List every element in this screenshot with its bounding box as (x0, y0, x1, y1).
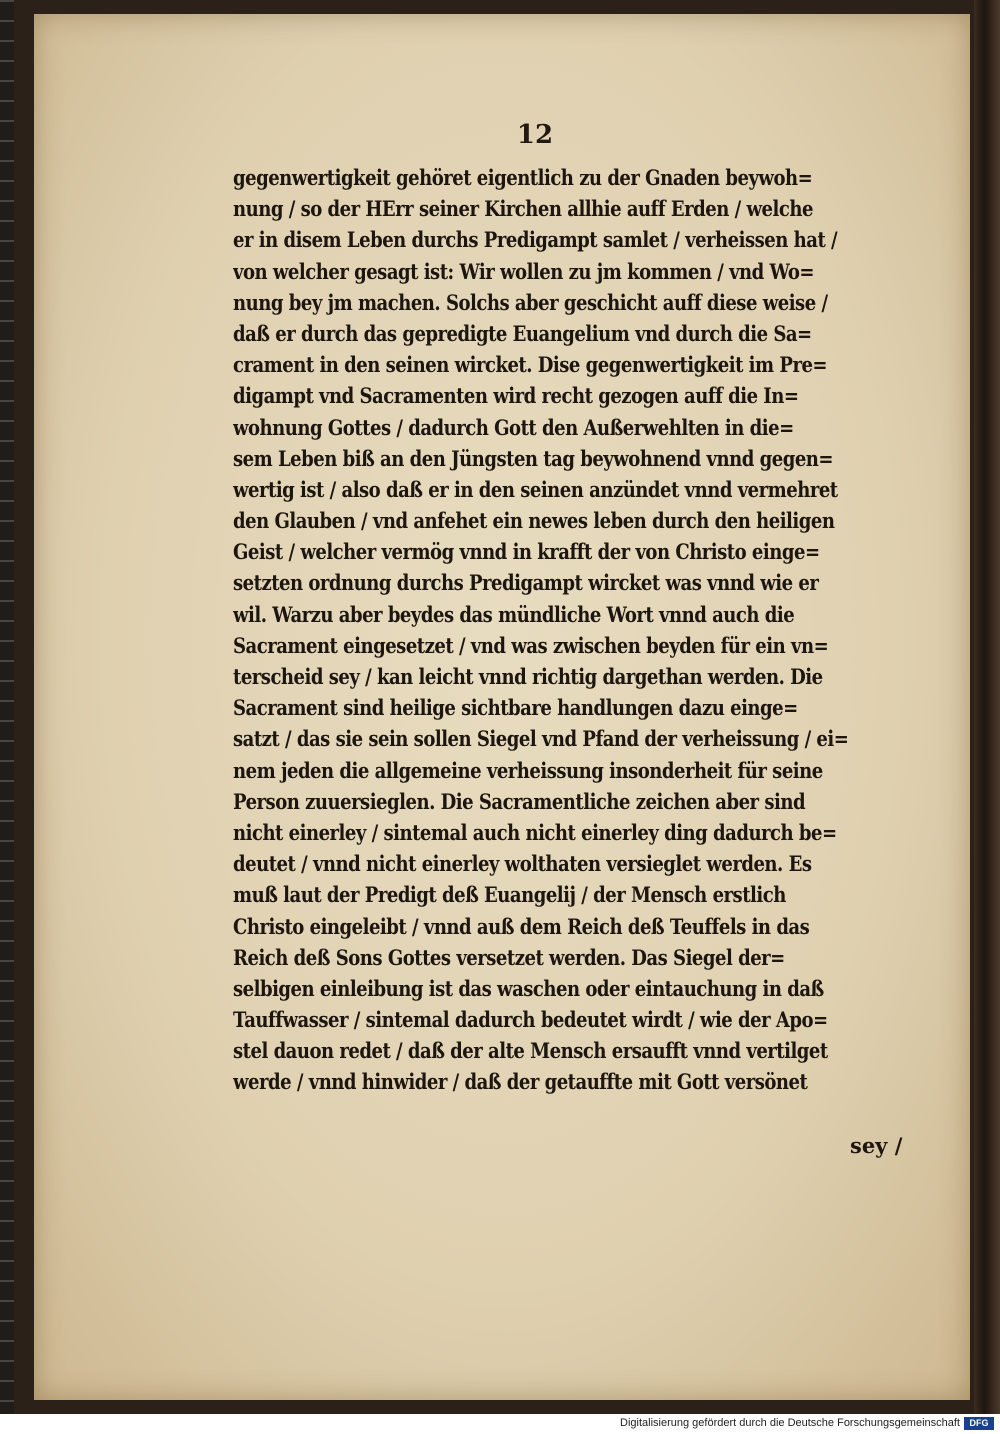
text-line: Reich deß Sons Gottes versetzet werden. Das Siegel der= (233, 944, 785, 970)
body-text (233, 162, 893, 1098)
text-line: Sacrament sind heilige sichtbare handlungen dazu einge= (233, 695, 798, 721)
text-line: den Glauben / vnd anfehet ein newes leben durch den heiligen (233, 508, 835, 534)
text-line: digampt vnd Sacramenten wird recht gezogen auff die In= (233, 383, 799, 409)
text-line: von welcher gesagt ist: Wir wollen zu jm kommen / vnd Wo= (233, 258, 814, 284)
text-line: nicht einerley / sintemal auch nicht einerley ding dadurch be= (233, 819, 837, 845)
funding-credit: Digitalisierung gefördert durch die Deutsche Forschungsgemeinschaft (620, 1417, 960, 1429)
text-line: Person zuuersieglen. Die Sacramentliche zeichen aber sind (233, 788, 806, 814)
book-cover-edge (974, 0, 1000, 1414)
text-line: nung bey jm machen. Solchs aber geschicht auff diese weise / (233, 289, 828, 315)
text-line: sem Leben biß an den Jüngsten tag beywohnend vnnd gegen= (233, 445, 834, 471)
text-line: gegenwertigkeit gehöret eigentlich zu der Gnaden beywoh= (233, 165, 813, 190)
text-line: wohnung Gottes / dadurch Gott den Außerwehlten in die= (233, 414, 794, 440)
catchword: sey / (850, 1133, 903, 1158)
text-line: muß laut der Predigt deß Euangelij / der Mensch erstlich (233, 882, 786, 908)
text-line: Sacrament eingesetzet / vnd was zwischen beyden für ein vn= (233, 632, 829, 658)
text-line: crament in den seinen wircket. Dise gegenwertigkeit im Pre= (233, 352, 828, 378)
text-line: Christo eingeleibt / vnnd auß dem Reich deß Teuffels in das (233, 913, 810, 939)
text-line: daß er durch das gepredigte Euangelium vnd durch die Sa= (233, 320, 812, 346)
text-line: wil. Warzu aber beydes das mündliche Wort vnnd auch die (233, 601, 795, 627)
page-number: 12 (516, 120, 554, 150)
text-line: nung / so der HErr seiner Kirchen allhie auff Erden / welche (233, 196, 813, 222)
text-line: Tauffwasser / sintemal dadurch bedeutet wirdt / wie der Apo= (233, 1007, 828, 1033)
text-line: satzt / das sie sein sollen Siegel vnd Pfand der verheissung / ei= (233, 726, 849, 752)
text-line: nem jeden die allgemeine verheissung insonderheit für seine (233, 757, 823, 783)
text-line: selbigen einleibung ist das waschen oder eintauchung in daß (233, 975, 824, 1001)
text-line: terscheid sey / kan leicht vnnd richtig dargethan werden. Die (233, 664, 823, 689)
text-line: stel dauon redet / daß der alte Mensch ersaufft vnnd vertilget (233, 1038, 828, 1064)
text-line: wertig ist / also daß er in den seinen anzündet vnnd vermehret (233, 476, 838, 502)
text-line: werde / vnnd hinwider / daß der getauffte mit Gott versönet (233, 1069, 808, 1095)
text-line: deutet / vnnd nicht einerley wolthaten versieglet werden. Es (233, 851, 812, 877)
scan-ruler (0, 0, 14, 1414)
dfg-logo-icon: DFG (964, 1417, 994, 1430)
text-line: setzten ordnung durchs Predigampt wircket was vnnd wie er (233, 570, 819, 596)
text-line: er in disem Leben durchs Predigampt samlet / verheissen hat / (233, 227, 838, 253)
footer-bar (0, 1414, 1000, 1434)
text-line: Geist / welcher vermög vnnd in krafft der von Christo einge= (233, 539, 820, 565)
